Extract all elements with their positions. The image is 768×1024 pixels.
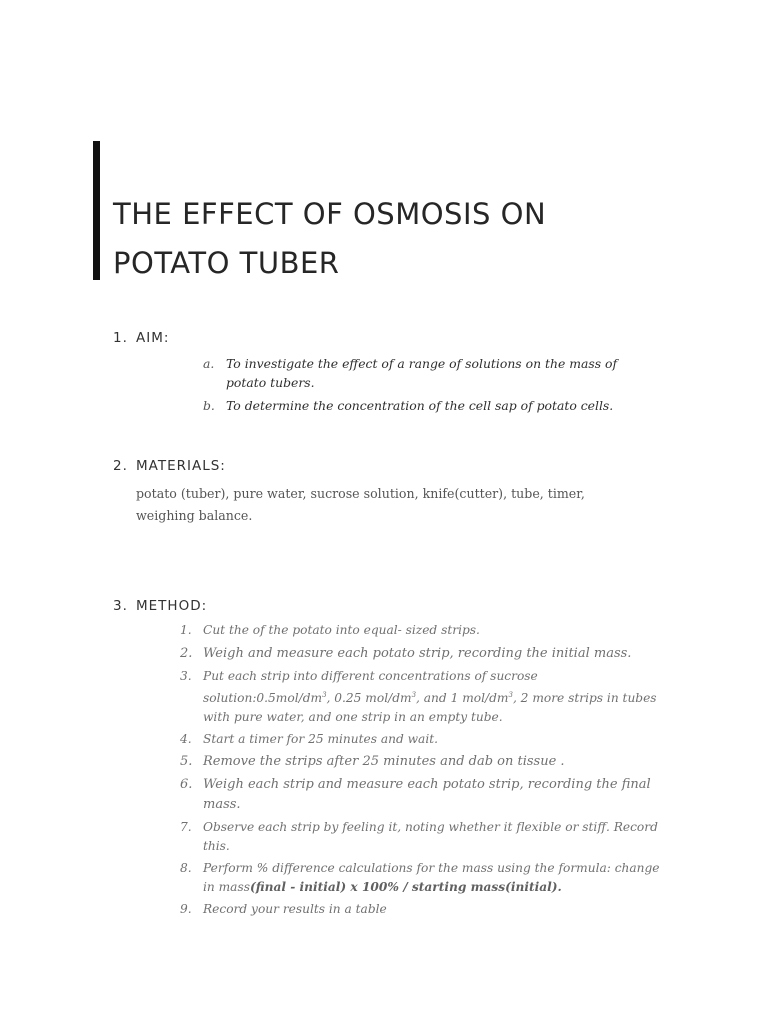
title-line-2: POTATO TUBER bbox=[113, 246, 340, 280]
materials-number: 2. bbox=[113, 458, 128, 474]
materials-text: potato (tuber), pure water, sucrose solution, knife(cutter), tube, timer, weighing balance. bbox=[136, 486, 585, 523]
list-marker: 1. bbox=[180, 623, 192, 637]
aim-number: 1. bbox=[113, 330, 128, 346]
method-step-text: Cut the of the potato into equal- sized strips. bbox=[203, 623, 480, 637]
aim-item-text: To determine the concentration of the cell sap of potato cells. bbox=[226, 398, 614, 413]
method-step-text: Perform % difference calculations for the mass using the formula: change in mass(final - initial) x 100% / starting mass(initial). bbox=[203, 861, 660, 895]
formula-text: (final - initial) x 100% / starting mass(initial). bbox=[249, 880, 562, 895]
aim-heading bbox=[113, 330, 169, 346]
method-heading-label: METHOD: bbox=[136, 598, 208, 614]
method-step-text: Weigh each strip and measure each potato strip, recording the final mass. bbox=[203, 777, 651, 813]
list-marker: 6. bbox=[180, 777, 193, 793]
method-step-text: Remove the strips after 25 minutes and dab on tissue . bbox=[203, 754, 565, 770]
method-heading bbox=[113, 598, 207, 614]
method-step bbox=[180, 621, 660, 640]
list-marker: b. bbox=[203, 398, 215, 413]
title-accent-bar bbox=[93, 141, 100, 280]
list-marker: 5. bbox=[180, 754, 193, 770]
list-marker: 4. bbox=[180, 732, 192, 747]
method-step bbox=[180, 818, 660, 856]
list-marker: 7. bbox=[180, 820, 192, 835]
method-step bbox=[180, 775, 660, 815]
list-marker: 9. bbox=[180, 902, 192, 917]
list-marker: 2. bbox=[180, 646, 193, 661]
method-list bbox=[180, 621, 660, 919]
list-marker: 8. bbox=[180, 861, 192, 876]
list-marker: a. bbox=[203, 356, 215, 371]
method-step-text: Observe each strip by feeling it, noting whether it flexible or stiff. Record this. bbox=[203, 820, 658, 854]
aim-item bbox=[203, 354, 653, 392]
method-step bbox=[180, 644, 660, 663]
method-step-text: Start a timer for 25 minutes and wait. bbox=[203, 732, 438, 747]
method-step-text: Put each strip into different concentrations of sucrose $solution:0.5mol/dm^3$, 0.25 mol/$dm^3$, and 1 mol/$dm^3$, 2 more strips in tubes with pure water, and one strip in an empty tube. bbox=[203, 669, 657, 725]
materials-heading-label: MATERIALS: bbox=[136, 458, 226, 474]
method-step-text: Record your results in a table bbox=[203, 902, 387, 917]
method-step bbox=[180, 859, 660, 897]
method-step bbox=[180, 752, 660, 771]
aim-heading-label: AIM: bbox=[136, 330, 170, 346]
method-step bbox=[180, 667, 660, 727]
method-step bbox=[180, 730, 660, 749]
method-step bbox=[180, 900, 660, 919]
method-step-text: Weigh and measure each potato strip, recording the initial mass. bbox=[203, 646, 632, 661]
materials-heading bbox=[113, 458, 226, 474]
aim-list bbox=[203, 354, 653, 419]
page-title bbox=[113, 190, 673, 288]
aim-item bbox=[203, 396, 653, 415]
title-line-1: THE EFFECT OF OSMOSIS ON bbox=[113, 197, 547, 231]
list-marker: 3. bbox=[180, 669, 192, 683]
aim-item-text: To investigate the effect of a range of solutions on the mass of potato tubers. bbox=[226, 356, 618, 390]
method-number: 3. bbox=[113, 598, 128, 614]
